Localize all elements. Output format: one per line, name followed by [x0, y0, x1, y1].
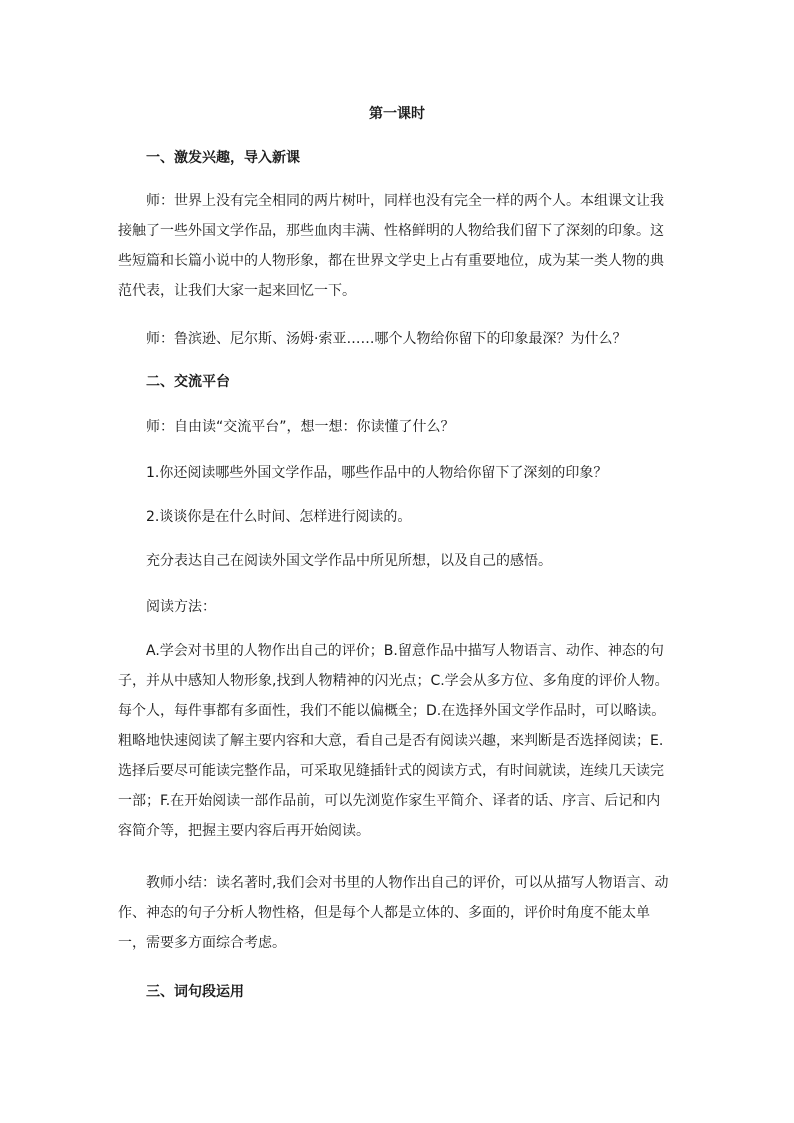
paragraph-line: 子，并从中感知人物形象,找到人物精神的闪光点；C.学会从多方位、多角度的评价人物。	[118, 673, 669, 689]
paragraph-read	[146, 412, 670, 442]
paragraph-line: 阅读方法：	[146, 599, 216, 615]
paragraph-line: 范代表，让我们大家一起来回忆一下。	[118, 283, 356, 299]
paragraph-line: 一部；F.在开始阅读一部作品前，可以先浏览作家生平简介、译者的话、序言、后记和内	[118, 793, 661, 809]
paragraph-line: 粗略地快速阅读了解主要内容和大意，看自己是否有阅读兴趣，来判断是否选择阅读；E.	[118, 733, 664, 749]
paragraph-item-1	[146, 458, 670, 488]
paragraph-summary	[118, 868, 670, 958]
paragraph-line: 师：世界上没有完全相同的两片树叶，同样也没有完全一样的两个人。本组课文让我	[146, 193, 664, 209]
section-heading-2: 二、交流平台	[146, 374, 230, 390]
paragraph-line: A.学会对书里的人物作出自己的评价；B.留意作品中描写人物语言、动作、神态的句	[146, 643, 664, 659]
paragraph-line: 教师小结：读名著时,我们会对书里的人物作出自己的评价，可以从描写人物语言、动	[146, 875, 669, 891]
paragraph-line: 些短篇和长篇小说中的人物形象，都在世界文学史上占有重要地位，成为某一类人物的典	[118, 253, 664, 269]
paragraph-line: 每个人，每件事都有多面性，我们不能以偏概全；D.在选择外国文学作品时，可以略读。	[118, 703, 666, 719]
paragraph-line: 师：自由读“交流平台”，想一想：你读懂了什么？	[146, 419, 455, 435]
paragraph-line: 作、神态的句子分析人物性格，但是每个人都是立体的、多面的，评价时角度不能太单	[118, 905, 650, 921]
paragraph-line: 一，需要多方面综合考虑。	[118, 935, 286, 951]
paragraph-line: 充分表达自己在阅读外国文学作品中所见所想，以及自己的感悟。	[146, 553, 552, 569]
section-heading-1: 一、激发兴趣，导入新课	[146, 150, 300, 166]
paragraph-item-2	[146, 502, 670, 532]
paragraph-question	[146, 324, 670, 354]
paragraph-line: 1.你还阅读哪些外国文学作品，哪些作品中的人物给你留下了深刻的印象？	[146, 465, 608, 481]
page-title: 第一课时	[369, 106, 425, 122]
paragraph-line: 容简介等，把握主要内容后再开始阅读。	[118, 823, 370, 839]
paragraph-method-label	[146, 592, 670, 622]
paragraph-line: 接触了一些外国文学作品，那些血肉丰满、性格鲜明的人物给我们留下了深刻的印象。这	[118, 223, 664, 239]
paragraph-line: 2.谈谈你是在什么时间、怎样进行阅读的。	[146, 509, 412, 525]
paragraph-methods	[118, 636, 670, 846]
paragraph-express	[146, 546, 670, 576]
paragraph-line: 师：鲁滨逊、尼尔斯、汤姆·索亚……哪个人物给你留下的印象最深？为什么？	[146, 331, 627, 347]
section-heading-3: 三、词句段运用	[146, 984, 244, 1000]
paragraph-intro	[118, 186, 670, 306]
paragraph-line: 选择后要尽可能读完整作品，可采取见缝插针式的阅读方式，有时间就读，连续几天读完	[118, 763, 664, 779]
